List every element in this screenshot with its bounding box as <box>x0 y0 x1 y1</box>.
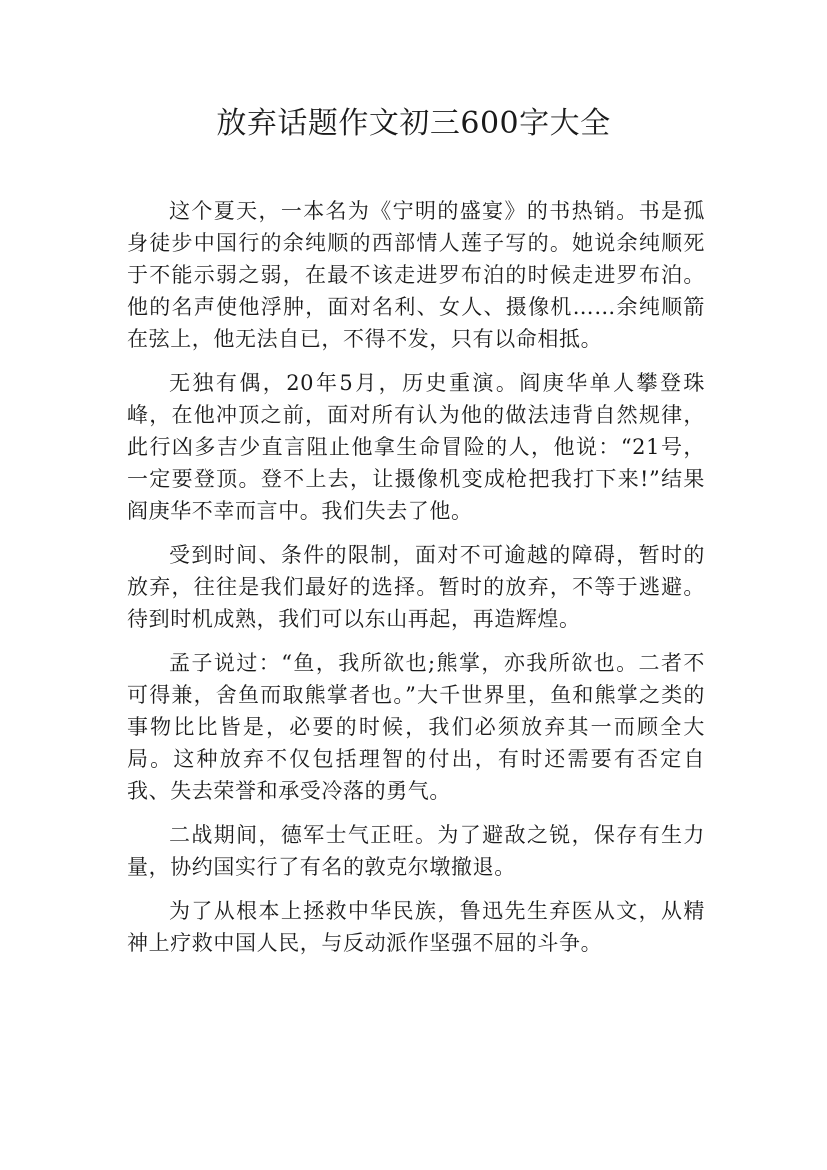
paragraph: 这个夏天，一本名为《宁明的盛宴》的书热销。书是孤身徒步中国行的余纯顺的西部情人莲子写的。她说余纯顺死于不能示弱之弱，在最不该走进罗布泊的时候走进罗布泊。他的名声使他浮肿，面对名利、女人、摄像机……余纯顺箭在弦上，他无法自已，不得不发，只有以命相抵。 <box>127 199 705 351</box>
paragraph: 为了从根本上拯救中华民族，鲁迅先生弃医从文，从精神上疗救中国人民，与反动派作坚强不屈的斗争。 <box>127 899 705 955</box>
paragraph: 孟子说过：“鱼，我所欲也;熊掌，亦我所欲也。二者不可得兼，舍鱼而取熊掌者也。”大千世界里，鱼和熊掌之类的事物比比皆是，必要的时候，我们必须放弃其一而顾全大局。这种放弃不仅包括理智的付出，有时还需要有否定自我、失去荣誉和承受冷落的勇气。 <box>127 651 705 803</box>
article-body <box>127 195 705 971</box>
page-title: 放弃话题作文初三600字大全 <box>216 106 611 141</box>
paragraph: 无独有偶，20年5月，历史重演。阎庚华单人攀登珠峰，在他冲顶之前，面对所有认为他的做法违背自然规律，此行凶多吉少直言阻止他拿生命冒险的人，他说：“21号，一定要登顶。登不上去，让摄像机变成枪把我打下来!”结果阎庚华不幸而言中。我们失去了他。 <box>127 371 705 523</box>
paragraph: 二战期间，德军士气正旺。为了避敌之锐，保存有生力量，协约国实行了有名的敦克尔墩撤退。 <box>127 823 705 879</box>
paragraph: 受到时间、条件的限制，面对不可逾越的障碍，暂时的放弃，往往是我们最好的选择。暂时的放弃，不等于逃避。待到时机成熟，我们可以东山再起，再造辉煌。 <box>127 543 705 631</box>
